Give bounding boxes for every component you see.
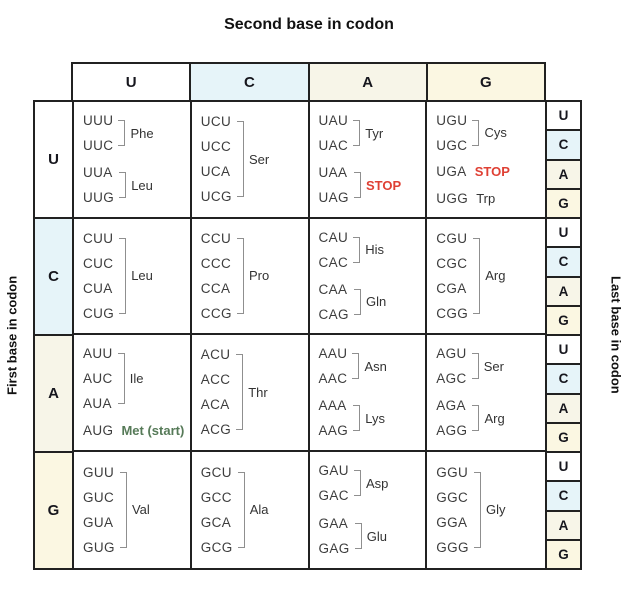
codon-group: [436, 460, 543, 560]
codon-cell-UU: [74, 102, 192, 219]
bracket-icon: [118, 120, 125, 146]
first-base-header-U: U: [35, 102, 72, 219]
codon-group: [436, 226, 543, 326]
codon: GCU: [200, 464, 232, 480]
codon: CCG: [200, 305, 232, 321]
codon-cell-CC: [192, 219, 310, 336]
codon-list: [83, 418, 113, 443]
last-base-C-C: C: [547, 248, 580, 277]
codon-group: [319, 393, 424, 443]
bracket-icon: [237, 238, 244, 314]
codon: AGG: [436, 423, 468, 439]
bracket-icon: [472, 405, 479, 431]
last-base-U-G: G: [547, 190, 580, 219]
codon: GUA: [83, 514, 114, 530]
codon: AUU: [83, 346, 113, 362]
codon: UGA: [436, 164, 467, 180]
last-base-G-C: C: [547, 482, 580, 511]
codon-group: [83, 341, 188, 416]
codon-group: [436, 108, 543, 158]
codon-list: [201, 109, 232, 209]
bracket-icon: [119, 172, 126, 198]
codon-group: [319, 225, 424, 275]
codon-list: [436, 226, 468, 326]
codon: GGC: [436, 489, 469, 505]
codon: GUC: [83, 489, 115, 505]
codon-cell-AU: [74, 335, 192, 452]
codon-list: [436, 460, 469, 560]
codon: AUC: [83, 371, 113, 387]
last-base-C-A: A: [547, 278, 580, 307]
codon-cell-CG: [427, 219, 545, 336]
codon: AAG: [318, 423, 349, 439]
codon-group: [83, 226, 188, 326]
codon-cell-GA: [310, 452, 428, 569]
codon-list: [201, 460, 233, 560]
amino-acid-label: Asn: [364, 358, 387, 374]
codon: GCG: [200, 539, 233, 555]
codon-group: [436, 186, 543, 211]
codon: UCU: [200, 114, 232, 130]
amino-acid-label: Gln: [365, 294, 387, 310]
codon-cell-AA: [310, 335, 428, 452]
codon: GUG: [83, 539, 115, 555]
first-base-header-A: A: [35, 336, 72, 453]
codon-group: [201, 460, 306, 560]
last-base-G-G: G: [547, 541, 580, 568]
codon: CUC: [83, 255, 114, 271]
codon: UUA: [83, 165, 113, 181]
codon: UGG: [436, 190, 469, 206]
codon: AGU: [436, 346, 467, 362]
codon-group: [436, 341, 543, 391]
amino-acid-label: Leu: [131, 177, 153, 193]
codon-group: [83, 418, 188, 443]
amino-acid-label: Ser: [248, 151, 270, 167]
codon-cell-CA: [310, 219, 428, 336]
last-base-A-A: A: [547, 395, 580, 424]
codon-list: [436, 159, 466, 184]
codon: CGU: [436, 230, 468, 246]
codon: CAA: [318, 281, 348, 297]
bracket-icon: [119, 238, 126, 314]
codon: CAG: [318, 306, 349, 322]
codon-list: [436, 341, 466, 391]
amino-acid-label: Arg: [484, 410, 505, 426]
bracket-icon: [352, 353, 359, 379]
codon: UUC: [83, 138, 114, 154]
codon: CGG: [436, 305, 469, 321]
codon: GAC: [318, 488, 349, 504]
codon-cell-GU: [74, 452, 192, 569]
codon-group: [319, 160, 424, 210]
codon: CUU: [83, 230, 114, 246]
codon: GCA: [200, 514, 232, 530]
second-base-title: Second base in codon: [224, 16, 394, 33]
second-base-header-C: C: [191, 64, 309, 100]
last-base-G-A: A: [547, 512, 580, 541]
codon-group: [83, 160, 188, 210]
codon: UGC: [436, 137, 468, 153]
codon: ACG: [200, 422, 232, 438]
codon: GAA: [318, 516, 349, 532]
codon-list: [436, 108, 467, 158]
amino-acid-label: Ile: [129, 371, 144, 387]
codon-group: [201, 226, 306, 326]
codon: CGA: [436, 280, 467, 296]
codon-list: [319, 225, 349, 275]
last-base-U-C: C: [547, 131, 580, 160]
bracket-icon: [354, 289, 361, 315]
codon-cell-GG: [427, 452, 545, 569]
codon: AAC: [318, 371, 348, 387]
codon: UAU: [318, 113, 349, 129]
codon-group: [201, 109, 306, 209]
last-base-C-U: U: [547, 219, 580, 248]
codon-list: [83, 108, 113, 158]
amino-acid-label: His: [365, 242, 384, 258]
codon-list: [83, 160, 114, 210]
codon-list: [201, 342, 231, 442]
codon-list: [83, 226, 114, 326]
codon-group: [319, 108, 424, 158]
codon-list: [201, 226, 232, 326]
codon-cell-UG: [427, 102, 545, 219]
codon: ACA: [200, 397, 230, 413]
first-base-header-C: C: [35, 219, 72, 336]
amino-acid-label: Gly: [485, 502, 506, 518]
codon: CCC: [200, 255, 232, 271]
codon: UCA: [200, 164, 231, 180]
bracket-icon: [472, 120, 479, 146]
codon: AGC: [436, 371, 467, 387]
first-base-header-G: G: [35, 453, 72, 568]
codon-group: [319, 511, 424, 561]
codon-list: [319, 160, 349, 210]
codon: CCU: [200, 230, 232, 246]
bracket-icon: [353, 405, 360, 431]
first-base-column: [33, 100, 74, 570]
amino-acid-label: Leu: [131, 268, 153, 284]
amino-acid-label: Trp: [476, 190, 496, 206]
bracket-icon: [472, 353, 479, 379]
codon-group: [436, 393, 543, 443]
bracket-icon: [236, 354, 243, 430]
last-base-axis-label: Last base in codon: [608, 276, 624, 394]
codon-group: [436, 159, 543, 184]
codon: GGG: [436, 539, 469, 555]
second-base-header-U: U: [73, 64, 191, 100]
codon-list: [436, 393, 467, 443]
bracket-icon: [355, 523, 362, 549]
codon-cell-GC: [192, 452, 310, 569]
codon-cell-UA: [310, 102, 428, 219]
codon-group: [201, 342, 306, 442]
codon: UUU: [83, 113, 114, 129]
codon-group: [319, 277, 424, 327]
codon-list: [436, 186, 468, 211]
codon-list: [83, 460, 115, 560]
codon-list: [319, 108, 349, 158]
codon: AUG: [83, 423, 114, 439]
amino-acid-label: Ser: [483, 358, 504, 374]
bracket-icon: [118, 353, 125, 404]
last-base-A-C: C: [547, 365, 580, 394]
codon: ACU: [200, 347, 231, 363]
bracket-icon: [474, 472, 481, 548]
codon-list: [319, 393, 349, 443]
amino-acid-label: Phe: [130, 125, 154, 141]
bracket-icon: [353, 120, 360, 146]
last-base-U-A: A: [547, 161, 580, 190]
codon: UCG: [200, 189, 232, 205]
amino-acid-label: Asp: [365, 475, 389, 491]
last-base-A-G: G: [547, 424, 580, 453]
amino-acid-label: Cys: [484, 125, 507, 141]
amino-acid-label: Glu: [366, 528, 387, 544]
codon-list: [319, 511, 350, 561]
codon: CCA: [200, 280, 231, 296]
bracket-icon: [238, 472, 245, 548]
codon: GAU: [318, 463, 349, 479]
second-base-header-row: [71, 62, 546, 102]
last-base-U-U: U: [547, 102, 580, 131]
codon: UCC: [200, 139, 232, 155]
amino-acid-label: Arg: [485, 268, 506, 284]
bracket-icon: [237, 121, 244, 197]
last-base-A-U: U: [547, 336, 580, 365]
codon-grid: [72, 100, 547, 570]
codon: UUG: [83, 190, 115, 206]
amino-acid-label: Lys: [365, 410, 385, 426]
codon-group: [83, 108, 188, 158]
amino-acid-label: Val: [131, 502, 150, 518]
codon: UAA: [318, 165, 348, 181]
bracket-icon: [120, 472, 127, 548]
codon-list: [83, 341, 113, 416]
codon: CUA: [83, 280, 113, 296]
codon-list: [319, 458, 349, 508]
codon-cell-CU: [74, 219, 192, 336]
amino-acid-label: Met (start): [121, 423, 185, 439]
bracket-icon: [473, 238, 480, 314]
codon-group: [319, 341, 424, 391]
codon-cell-AG: [427, 335, 545, 452]
codon: AUA: [83, 396, 112, 412]
codon: UGU: [436, 112, 468, 128]
codon: CGC: [436, 255, 468, 271]
codon-group: [83, 460, 188, 560]
codon: CAC: [318, 254, 349, 270]
codon-group: [319, 458, 424, 508]
codon: GAG: [318, 541, 350, 557]
codon: GGA: [436, 514, 468, 530]
amino-acid-label: Pro: [248, 268, 270, 284]
codon: GGU: [436, 464, 469, 480]
first-base-axis-label: First base in codon: [4, 275, 20, 395]
second-base-header-G: G: [428, 64, 544, 100]
amino-acid-label: Tyr: [365, 125, 384, 141]
codon: GUU: [83, 464, 115, 480]
last-base-column: [545, 100, 582, 570]
amino-acid-label: STOP: [474, 164, 510, 180]
codon: AGA: [436, 398, 466, 414]
bracket-icon: [353, 237, 360, 263]
codon: UAC: [318, 138, 349, 154]
second-base-header-A: A: [310, 64, 428, 100]
codon-list: [319, 277, 349, 327]
codon: CUG: [83, 305, 115, 321]
amino-acid-label: Ala: [249, 502, 269, 518]
codon: CAU: [318, 229, 349, 245]
codon: AAA: [318, 398, 347, 414]
codon-cell-AC: [192, 335, 310, 452]
bracket-icon: [354, 470, 361, 496]
amino-acid-label: Thr: [248, 384, 268, 400]
codon: UAG: [318, 190, 349, 206]
last-base-G-U: U: [547, 453, 580, 482]
last-base-C-G: G: [547, 307, 580, 336]
bracket-icon: [354, 172, 361, 198]
codon-list: [319, 341, 348, 391]
codon: AAU: [318, 346, 348, 362]
amino-acid-label: STOP: [365, 177, 402, 193]
codon-cell-UC: [192, 102, 310, 219]
codon: ACC: [200, 372, 231, 388]
codon: GCC: [200, 489, 232, 505]
